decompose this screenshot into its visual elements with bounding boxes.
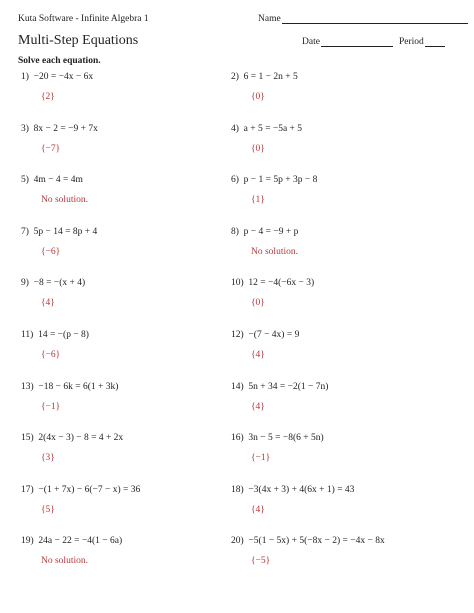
problem-answer: {−1} xyxy=(41,401,61,412)
problem-answer: {0} xyxy=(251,298,265,309)
problem-equation: −5(1 − 5x) + 5(−8x − 2) = −4x − 8x xyxy=(248,536,385,547)
problem-equation: 2(4x − 3) − 8 = 4 + 2x xyxy=(38,433,124,444)
problem-answer: {4} xyxy=(41,298,55,309)
problem-question xyxy=(231,175,431,186)
problem-equation: 4m − 4 = 4m xyxy=(33,175,83,186)
problem-6 xyxy=(231,175,431,206)
problem-answer: {−6} xyxy=(41,246,61,257)
problem-equation: 14 = −(p − 8) xyxy=(38,330,89,340)
problem-question xyxy=(21,433,221,444)
problem-answer: {4} xyxy=(251,350,265,360)
problem-question xyxy=(231,433,431,444)
problem-number: 5) xyxy=(21,175,29,186)
problem-number: 3) xyxy=(21,123,29,134)
problem-2 xyxy=(231,72,431,103)
problem-equation: a + 5 = −5a + 5 xyxy=(243,123,303,134)
problem-question xyxy=(231,382,431,393)
period-label: Period xyxy=(398,37,424,47)
problem-answer: {3} xyxy=(41,453,55,464)
problem-10 xyxy=(231,278,431,309)
problem-equation: 5n + 34 = −2(1 − 7n) xyxy=(248,381,329,392)
problem-number: 4) xyxy=(231,123,239,134)
problem-answer: {0} xyxy=(251,92,265,102)
problem-number: 11) xyxy=(21,330,34,340)
problem-question xyxy=(21,278,221,289)
problem-15 xyxy=(21,433,221,464)
problem-answer: No solution. xyxy=(41,195,88,206)
problem-9 xyxy=(21,278,221,309)
problem-17 xyxy=(21,485,221,516)
problem-answer: {2} xyxy=(41,92,55,102)
problem-question xyxy=(231,536,431,547)
problem-number: 7) xyxy=(21,226,29,237)
problem-equation: −18 − 6k = 6(1 + 3k) xyxy=(38,381,119,392)
problem-number: 13) xyxy=(21,381,34,392)
problem-19 xyxy=(21,536,221,567)
problem-number: 20) xyxy=(231,536,244,547)
problem-number: 10) xyxy=(231,278,244,289)
problem-equation: −(7 − 4x) = 9 xyxy=(248,330,300,340)
problem-answer: {1} xyxy=(251,195,265,206)
problem-answer: No solution. xyxy=(251,246,298,257)
problem-answer: {4} xyxy=(251,401,265,412)
problem-7 xyxy=(21,227,221,258)
problem-equation: −20 = −4x − 6x xyxy=(33,72,94,82)
problem-question xyxy=(21,382,221,393)
problem-5 xyxy=(21,175,221,206)
problem-20 xyxy=(231,536,431,567)
problem-answer: {−5} xyxy=(251,556,271,567)
problem-question xyxy=(21,72,221,83)
problem-number: 9) xyxy=(21,278,29,289)
problem-question xyxy=(21,227,221,238)
problem-question xyxy=(231,278,431,289)
problem-1 xyxy=(21,72,221,103)
page-title: Multi-Step Equations xyxy=(18,33,139,48)
problem-question xyxy=(231,227,431,238)
instructions: Solve each equation. xyxy=(18,56,101,66)
problem-14 xyxy=(231,382,431,413)
problem-question xyxy=(21,175,221,186)
problem-number: 1) xyxy=(21,72,29,82)
problem-question xyxy=(21,485,221,496)
date-label: Date xyxy=(302,37,320,47)
date-blank-line xyxy=(321,37,393,47)
problem-question xyxy=(231,124,431,135)
problem-12 xyxy=(231,330,431,361)
problem-11 xyxy=(21,330,221,361)
problem-number: 15) xyxy=(21,433,34,444)
publisher-label: Kuta Software - Infinite Algebra 1 xyxy=(18,14,149,24)
problem-4 xyxy=(231,124,431,155)
problem-equation: 12 = −4(−6x − 3) xyxy=(248,278,315,289)
problem-number: 19) xyxy=(21,536,34,547)
problem-number: 17) xyxy=(21,484,34,495)
problem-question xyxy=(21,536,221,547)
problem-number: 2) xyxy=(231,72,239,82)
problem-answer: {4} xyxy=(251,504,265,515)
problem-answer: {0} xyxy=(251,143,265,154)
problem-number: 6) xyxy=(231,175,239,186)
problem-number: 8) xyxy=(231,226,239,237)
problem-equation: 8x − 2 = −9 + 7x xyxy=(33,123,98,134)
problem-equation: 5p − 14 = 8p + 4 xyxy=(33,226,98,237)
problem-number: 18) xyxy=(231,484,244,495)
problem-answer: {−1} xyxy=(251,453,271,464)
problem-number: 16) xyxy=(231,433,244,444)
problem-13 xyxy=(21,382,221,413)
problem-18 xyxy=(231,485,431,516)
problem-equation: p − 1 = 5p + 3p − 8 xyxy=(243,175,318,186)
problem-answer: {−7} xyxy=(41,143,61,154)
problem-3 xyxy=(21,124,221,155)
problem-8 xyxy=(231,227,431,258)
problem-answer: {−6} xyxy=(41,350,61,360)
problem-equation: −8 = −(x + 4) xyxy=(33,278,86,289)
problem-equation: 3n − 5 = −8(6 + 5n) xyxy=(248,433,324,444)
problem-question xyxy=(21,124,221,135)
problem-number: 12) xyxy=(231,330,244,340)
problem-question xyxy=(231,72,431,83)
problem-number: 14) xyxy=(231,381,244,392)
date-period-field xyxy=(302,37,445,47)
problem-equation: 6 = 1 − 2n + 5 xyxy=(243,72,298,82)
problem-question xyxy=(21,330,221,341)
problem-question xyxy=(231,330,431,341)
name-blank-line xyxy=(282,14,468,24)
period-blank-line xyxy=(425,37,445,47)
problem-answer: No solution. xyxy=(41,556,88,567)
problem-equation: 24a − 22 = −4(1 − 6a) xyxy=(38,536,123,547)
problem-equation: −(1 + 7x) − 6(−7 − x) = 36 xyxy=(38,484,141,495)
name-field xyxy=(258,14,468,24)
problem-question xyxy=(231,485,431,496)
problem-equation: p − 4 = −9 + p xyxy=(243,226,299,237)
problem-equation: −3(4x + 3) + 4(6x + 1) = 43 xyxy=(248,484,355,495)
problem-answer: {5} xyxy=(41,504,55,515)
name-label: Name xyxy=(258,14,281,24)
problem-16 xyxy=(231,433,431,464)
